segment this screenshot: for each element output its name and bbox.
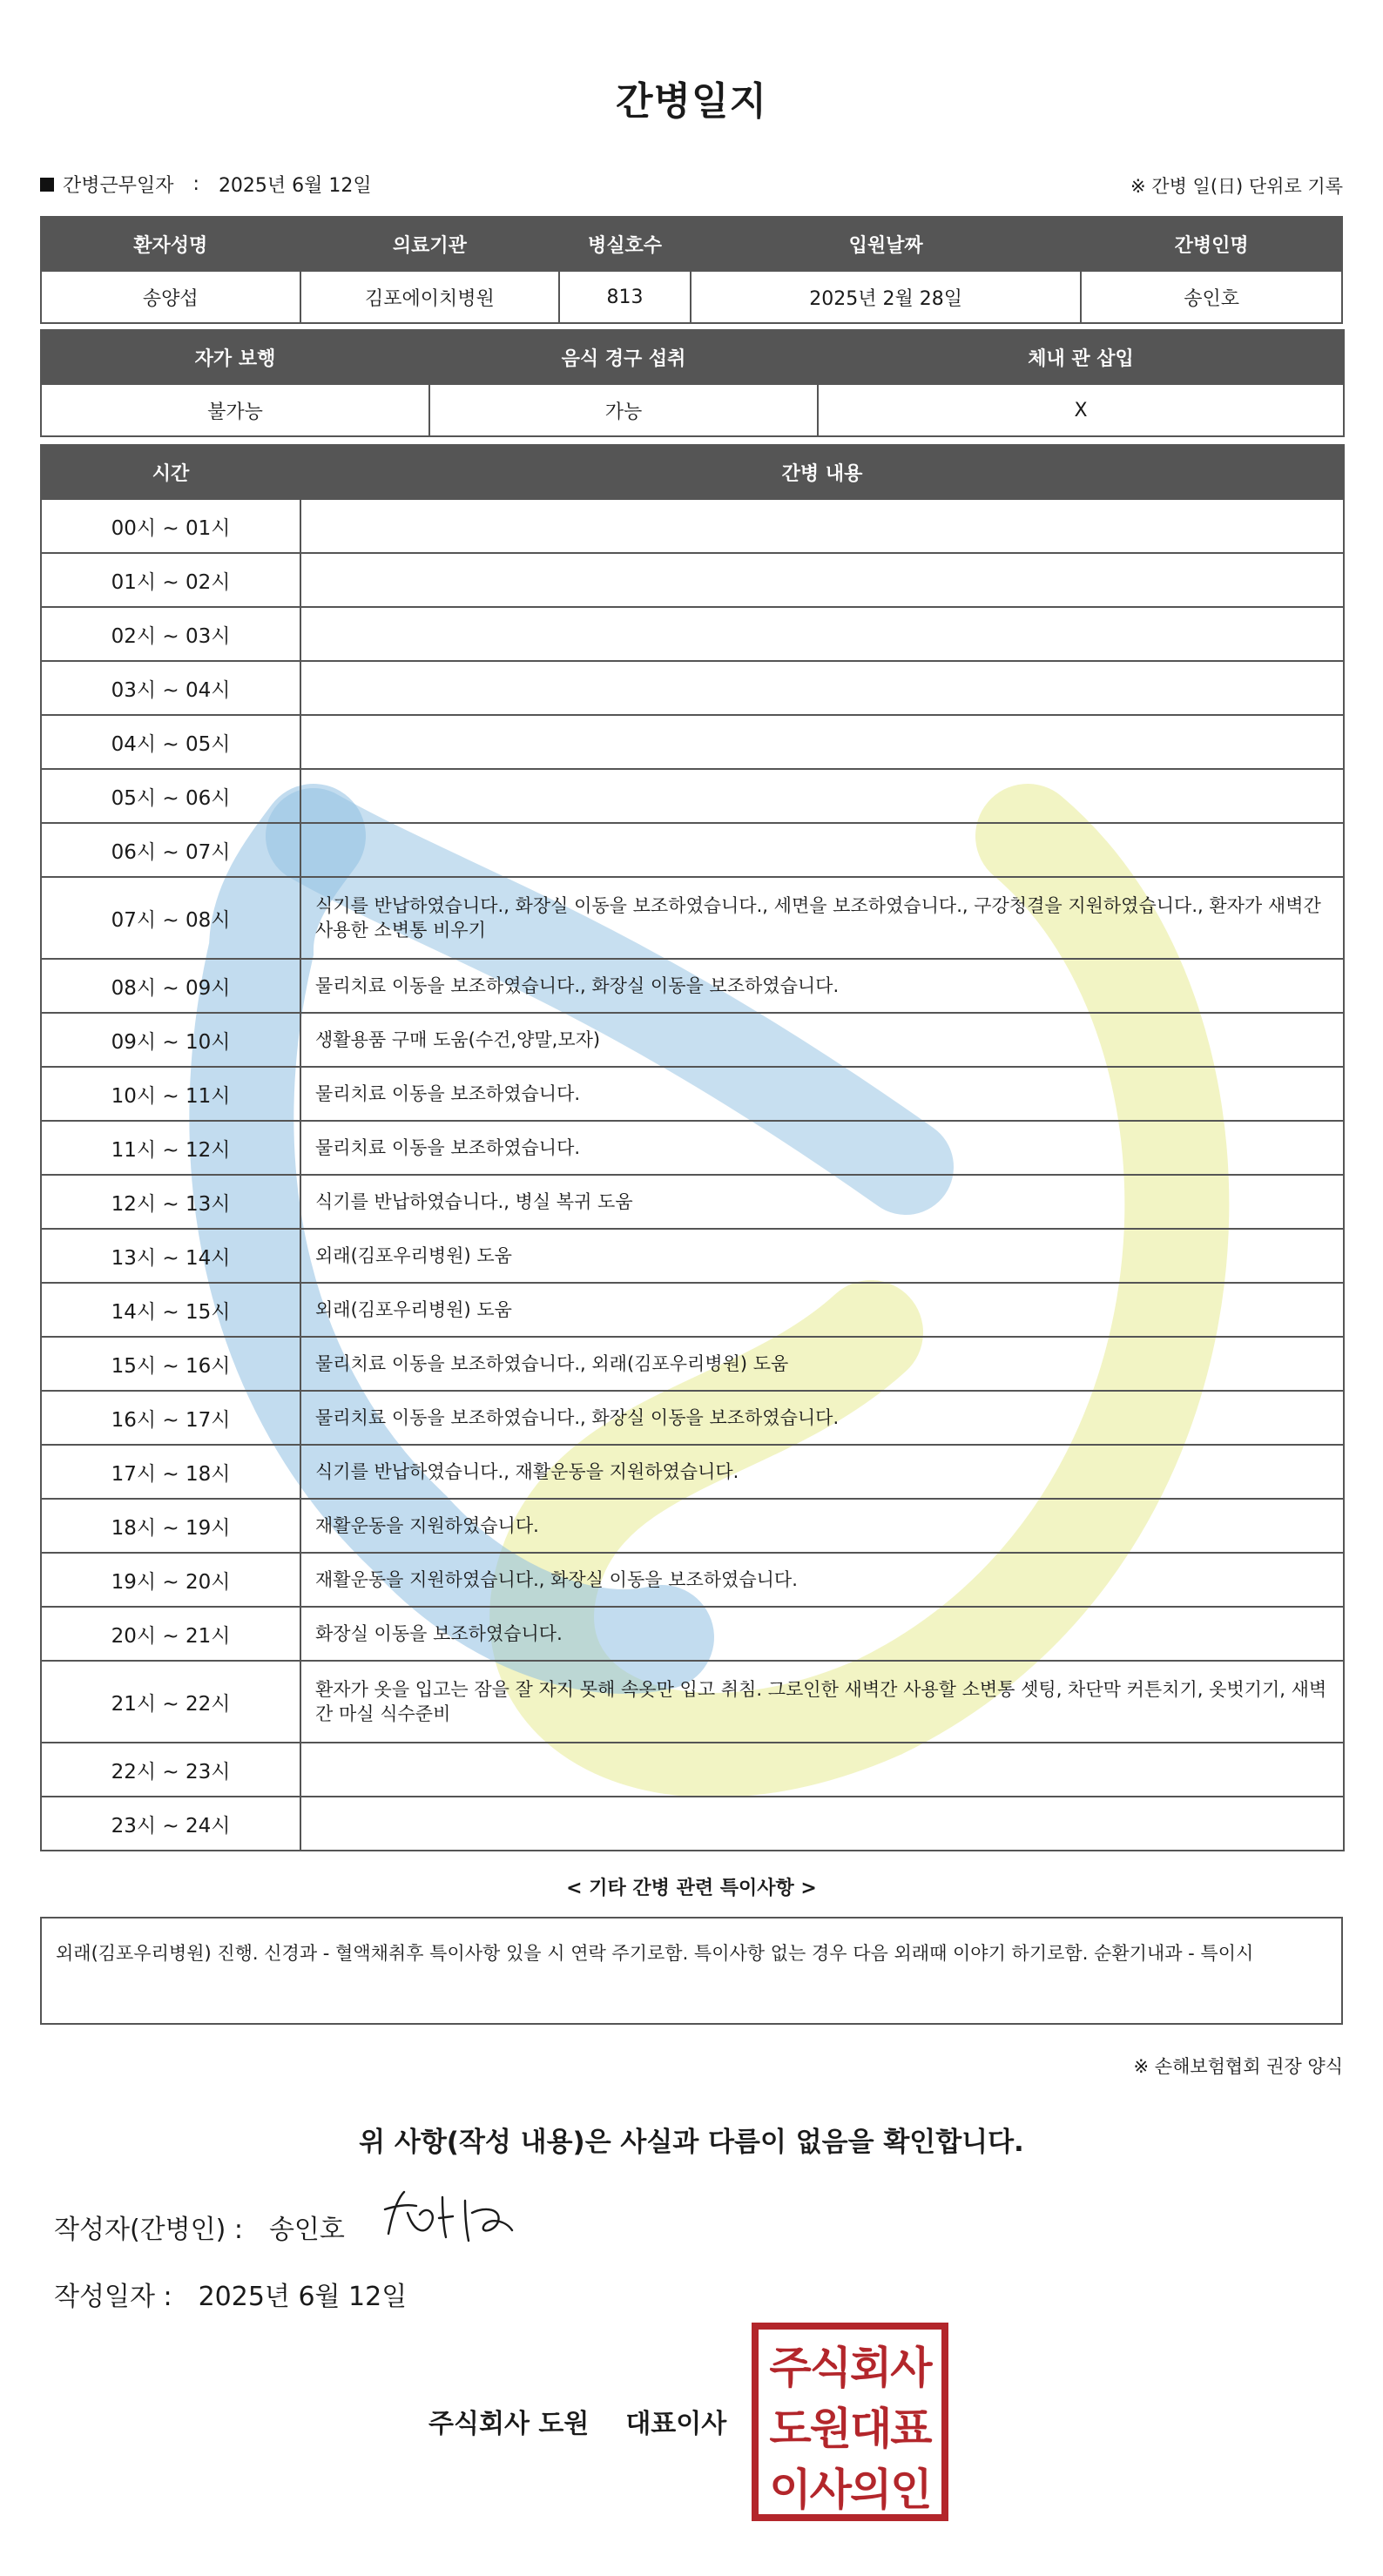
care-log-time: 13시 ~ 14시: [41, 1229, 300, 1283]
care-log-note: 식기를 반납하였습니다., 화장실 이동을 보조하였습니다., 세면을 보조하였습니다., 구강청결을 지원하였습니다., 환자가 새벽간 사용한 소변통 비우기: [300, 877, 1344, 959]
care-log-time: 22시 ~ 23시: [41, 1743, 300, 1797]
company-signature-line: [428, 2402, 726, 2440]
patient-status-value-row: [41, 384, 1344, 436]
care-log-row: [41, 1499, 1344, 1553]
care-log-row: [41, 959, 1344, 1013]
value-tube-insertion: X: [818, 384, 1344, 436]
company-representative-title: 대표이사: [625, 2409, 727, 2439]
care-log-note: 물리치료 이동을 보조하였습니다., 화장실 이동을 보조하였습니다.: [300, 1391, 1344, 1445]
care-log-row: [41, 877, 1344, 959]
special-notes-box: [40, 1917, 1343, 2025]
care-log-note: 화장실 이동을 보조하였습니다.: [300, 1607, 1344, 1661]
care-log-note: 물리치료 이동을 보조하였습니다.: [300, 1067, 1344, 1121]
care-log-row: [41, 769, 1344, 823]
care-log-row: [41, 1797, 1344, 1851]
patient-info-header-row: [41, 217, 1342, 271]
care-log-row: [41, 1445, 1344, 1499]
care-log-time: 05시 ~ 06시: [41, 769, 300, 823]
care-log-time: 03시 ~ 04시: [41, 661, 300, 715]
square-bullet-icon: [40, 178, 54, 192]
care-log-note: [300, 607, 1344, 661]
care-log-time: 08시 ~ 09시: [41, 959, 300, 1013]
care-log-time: 04시 ~ 05시: [41, 715, 300, 769]
header-oral-intake: 음식 경구 섭취: [429, 330, 818, 384]
care-log-row: [41, 553, 1344, 607]
care-log-note: [300, 553, 1344, 607]
patient-status-table: [40, 329, 1345, 437]
care-log-row: [41, 1337, 1344, 1391]
company-seal-stamp: [751, 2322, 949, 2522]
care-log-note: 외래(김포우리병원) 도움: [300, 1229, 1344, 1283]
writer-name: 송인호: [268, 2215, 345, 2245]
form-source-note: ※ 손해보험협회 권장 양식: [1133, 2056, 1343, 2077]
care-log-time: 01시 ~ 02시: [41, 553, 300, 607]
care-log-time: 10시 ~ 11시: [41, 1067, 300, 1121]
writer-line: [54, 2208, 345, 2246]
care-log-row: [41, 1121, 1344, 1175]
care-log-note: [300, 1797, 1344, 1851]
header-patient-name: 환자성명: [41, 217, 300, 271]
care-log-row: [41, 1553, 1344, 1607]
svg-text:주식회사: 주식회사: [769, 2343, 931, 2393]
care-log-note: 식기를 반납하였습니다., 병실 복귀 도움: [300, 1175, 1344, 1229]
care-log-time: 12시 ~ 13시: [41, 1175, 300, 1229]
care-log-time: 07시 ~ 08시: [41, 877, 300, 959]
care-log-note: 물리치료 이동을 보조하였습니다., 화장실 이동을 보조하였습니다.: [300, 959, 1344, 1013]
care-log-time: 23시 ~ 24시: [41, 1797, 300, 1851]
care-log-row: [41, 607, 1344, 661]
care-log-row: [41, 1283, 1344, 1337]
care-log-row: [41, 1743, 1344, 1797]
care-log-time: 06시 ~ 07시: [41, 823, 300, 877]
care-log-row: [41, 823, 1344, 877]
value-self-walking: 불가능: [41, 384, 429, 436]
care-log-time: 02시 ~ 03시: [41, 607, 300, 661]
care-log-note: 재활운동을 지원하였습니다., 화장실 이동을 보조하였습니다.: [300, 1553, 1344, 1607]
value-caregiver-name: 송인호: [1081, 271, 1342, 323]
document-title: 간병일지: [615, 79, 767, 124]
header-care-content: 간병 내용: [300, 445, 1344, 499]
confirmation-statement: 위 사항(작성 내용)은 사실과 다름이 없음을 확인합니다.: [359, 2127, 1024, 2158]
care-log-note: 생활용품 구매 도움(수건,양말,모자): [300, 1013, 1344, 1067]
care-log-time: 16시 ~ 17시: [41, 1391, 300, 1445]
care-log-row: [41, 1175, 1344, 1229]
care-log-time: 19시 ~ 20시: [41, 1553, 300, 1607]
care-log-note: 외래(김포우리병원) 도움: [300, 1283, 1344, 1337]
company-name: 주식회사 도원: [428, 2409, 590, 2439]
care-log-row: [41, 1067, 1344, 1121]
care-log-time: 18시 ~ 19시: [41, 1499, 300, 1553]
work-date-value: 2025년 6월 12일: [218, 175, 372, 197]
patient-info-table: [40, 216, 1343, 324]
care-log-time: 14시 ~ 15시: [41, 1283, 300, 1337]
care-log-time: 09시 ~ 10시: [41, 1013, 300, 1067]
care-log-note: 물리치료 이동을 보조하였습니다., 외래(김포우리병원) 도움: [300, 1337, 1344, 1391]
care-log-row: [41, 1013, 1344, 1067]
written-date-value: 2025년 6월 12일: [198, 2282, 408, 2312]
header-caregiver-name: 간병인명: [1081, 217, 1342, 271]
header-room-number: 병실호수: [559, 217, 691, 271]
value-oral-intake: 가능: [429, 384, 818, 436]
care-log-note: [300, 769, 1344, 823]
care-log-time: 17시 ~ 18시: [41, 1445, 300, 1499]
care-log-row: [41, 715, 1344, 769]
care-log-note: 식기를 반납하였습니다., 재활운동을 지원하였습니다.: [300, 1445, 1344, 1499]
care-log-note: 재활운동을 지원하였습니다.: [300, 1499, 1344, 1553]
header-self-walking: 자가 보행: [41, 330, 429, 384]
writer-label: 작성자(간병인) :: [54, 2215, 243, 2245]
value-admission-date: 2025년 2월 28일: [691, 271, 1081, 323]
svg-text:도원대표: 도원대표: [769, 2404, 931, 2454]
work-date-colon: :: [192, 173, 199, 195]
care-log-note: 환자가 옷을 입고는 잠을 잘 자지 못해 속옷만 입고 취침. 그로인한 새벽간 사용할 소변통 셋팅, 차단막 커튼치기, 옷벗기기, 새벽간 마실 식수준비: [300, 1661, 1344, 1743]
care-log-note: [300, 661, 1344, 715]
special-notes-text: 외래(김포우리병원) 진행. 신경과 - 혈액채취후 특이사항 있을 시 연락 주기로함. 특이사항 없는 경우 다음 외래때 이야기 하기로함. 순환기내과 - 특이시: [56, 1943, 1254, 1964]
header-time: 시간: [41, 445, 300, 499]
care-log-row: [41, 1607, 1344, 1661]
care-log-header-row: [41, 445, 1344, 499]
patient-status-header-row: [41, 330, 1344, 384]
written-date-line: [54, 2275, 407, 2313]
patient-info-value-row: [41, 271, 1342, 323]
care-log-time: 21시 ~ 22시: [41, 1661, 300, 1743]
care-log-row: [41, 1391, 1344, 1445]
care-log-row: [41, 661, 1344, 715]
care-log-note: [300, 499, 1344, 553]
svg-text:이사의인: 이사의인: [769, 2465, 931, 2515]
written-date-label: 작성일자 :: [54, 2282, 172, 2312]
header-tube-insertion: 체내 관 삽입: [818, 330, 1344, 384]
care-log-row: [41, 1229, 1344, 1283]
care-log-note: [300, 1743, 1344, 1797]
care-log-row: [41, 1661, 1344, 1743]
value-hospital: 김포에이치병원: [300, 271, 560, 323]
work-date: [40, 171, 372, 198]
care-log-time: 20시 ~ 21시: [41, 1607, 300, 1661]
handwritten-signature: [381, 2180, 530, 2249]
work-date-label: 간병근무일자: [63, 175, 174, 197]
special-notes-heading: < 기타 간병 관련 특이사항 >: [566, 1878, 817, 1899]
care-log-row: [41, 499, 1344, 553]
care-log-table: [40, 444, 1345, 1851]
care-log-note: [300, 823, 1344, 877]
value-room-number: 813: [559, 271, 691, 323]
header-hospital: 의료기관: [300, 217, 560, 271]
care-log-note: 물리치료 이동을 보조하였습니다.: [300, 1121, 1344, 1175]
unit-note: ※ 간병 일(日) 단위로 기록: [1130, 176, 1343, 197]
value-patient-name: 송양섭: [41, 271, 300, 323]
care-log-time: 11시 ~ 12시: [41, 1121, 300, 1175]
care-log-time: 15시 ~ 16시: [41, 1337, 300, 1391]
header-admission-date: 입원날짜: [691, 217, 1081, 271]
care-log-note: [300, 715, 1344, 769]
care-log-time: 00시 ~ 01시: [41, 499, 300, 553]
